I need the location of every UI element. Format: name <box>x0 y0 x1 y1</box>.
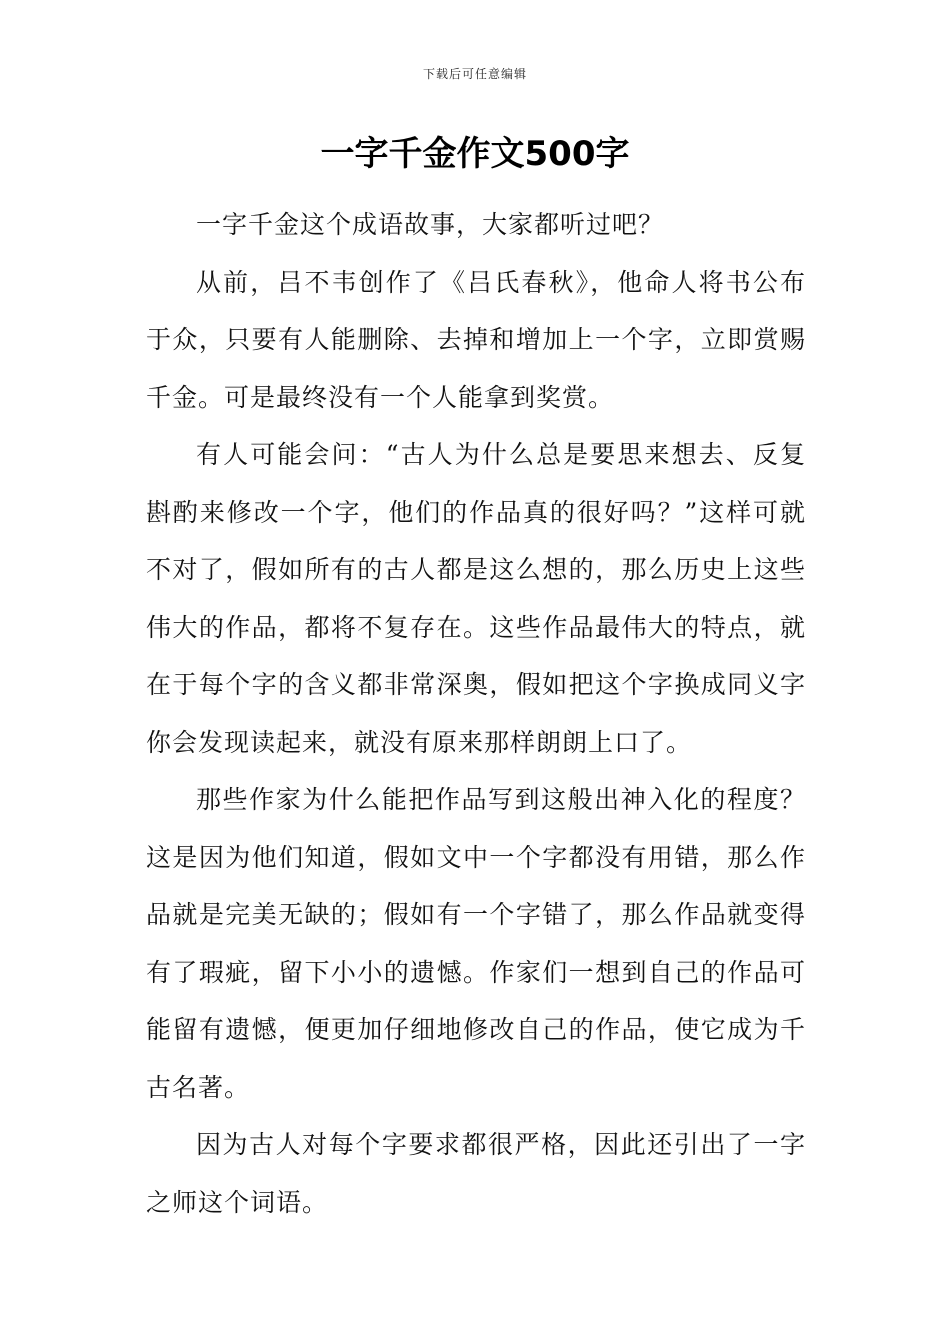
header-note: 下载后可任意编辑 <box>422 67 527 81</box>
document-body <box>146 196 806 1231</box>
paragraph: 因为古人对每个字要求都很严格，因此还引出了一字之师这个词语。 <box>146 1130 806 1217</box>
paragraph: 从前，吕不韦创作了《吕氏春秋》，他命人将书公布于众，只要有人能删除、去掉和增加上一个字，立即赏赐千金。可是最终没有一个人能拿到奖赏。 <box>146 267 806 412</box>
paragraph: 有人可能会问：“古人为什么总是要思来想去、反复斟酌来修改一个字，他们的作品真的很好吗？”这样可就不对了，假如所有的古人都是这么想的，那么历史上这些伟大的作品，都将不复存在。这些作品最伟大的特点，就在于每个字的含义都非常深奥，假如把这个字换成同义字你会发现读起来，就没有原来那样朗朗上口了。 <box>146 440 806 757</box>
paragraph: 那些作家为什么能把作品写到这般出神入化的程度？这是因为他们知道，假如文中一个字都没有用错，那么作品就是完美无缺的；假如有一个字错了，那么作品就变得有了瑕疵，留下小小的遗憾。作家们一想到自己的作品可能留有遗憾，便更加仔细地修改自己的作品，使它成为千古名著。 <box>146 785 806 1102</box>
page-title: 一字千金作文500字 <box>320 134 630 174</box>
paragraph: 一字千金这个成语故事，大家都听过吧？ <box>196 210 665 239</box>
